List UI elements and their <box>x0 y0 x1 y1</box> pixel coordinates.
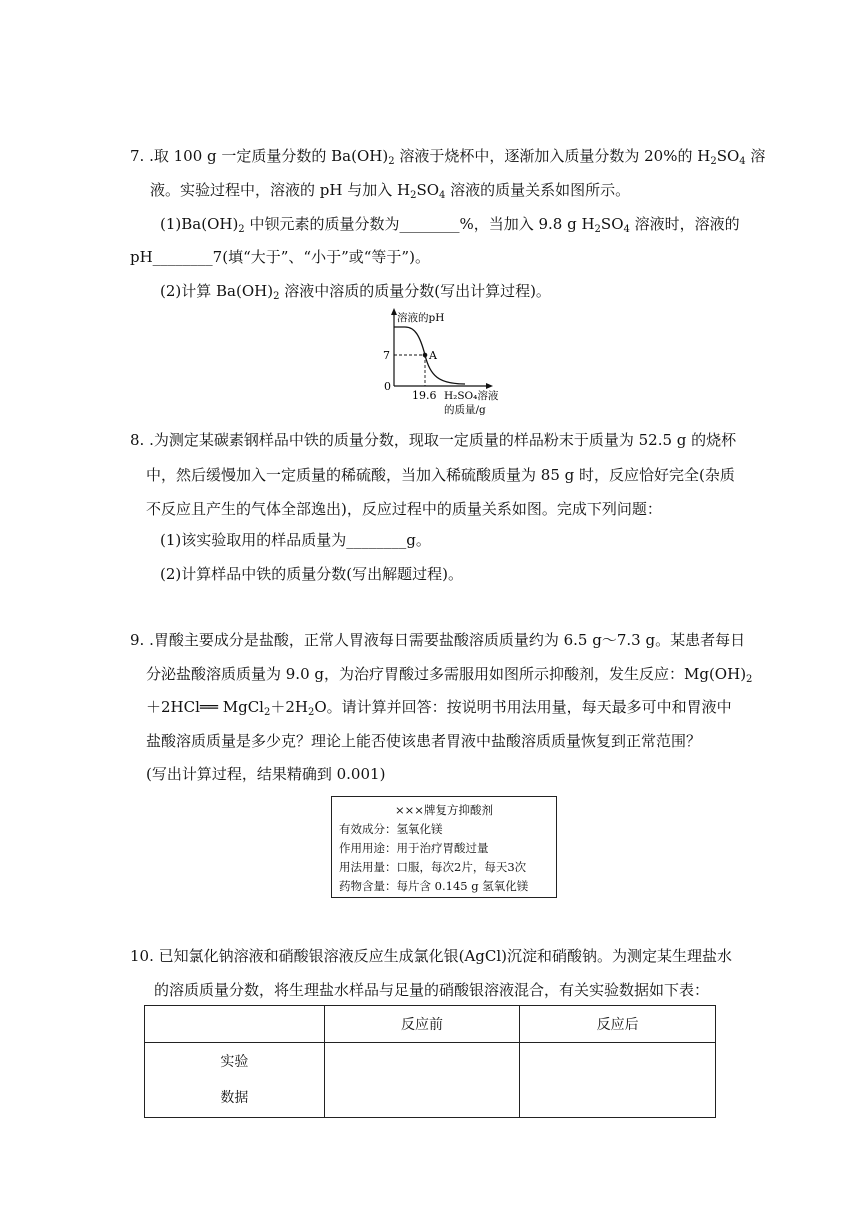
y-tick-7: 7 <box>383 349 390 362</box>
medicine-label-row-4: 药物含量：每片含 0.145 g 氢氧化镁 <box>339 879 529 893</box>
q7-line-2: 液。实验过程中，溶液的 pH 与加入 $H_2SO_4$ 溶液的质量关系如图所示。 <box>150 181 631 201</box>
medicine-label-row-3: 用法用量：口服，每次2片，每天3次 <box>339 860 527 874</box>
q7-line-3: $(1)Ba(OH)_2$ 中钡元素的质量分数为________%，当加入 9.8 g $H_2SO_4$ 溶液时，溶液的 <box>160 215 740 235</box>
q8-line-4: (1)该实验取用的样品质量为________g。 <box>160 531 431 549</box>
table-row-label: 实验 数据 <box>145 1043 325 1118</box>
experiment-data-table <box>144 1005 716 1118</box>
q8-line-2: 中，然后缓慢加入一定质量的稀硫酸，当加入稀硫酸质量为 85 g 时，反应恰好完全(杂质 <box>146 466 735 484</box>
x-tick-19-6: 19.6 <box>412 389 437 402</box>
q8-line-1: 8. .为测定某碳素钢样品中铁的质量分数，现取一定质量的样品粉末于质量为 52.5 g 的烧杯 <box>130 431 737 449</box>
q9-line-1: 9. .胃酸主要成分是盐酸，正常人胃液每日需要盐酸溶质质量约为 6.5 g～7.3 g。某患者每日 <box>130 631 746 649</box>
table-header-row <box>145 1006 716 1043</box>
table-header-after: 反应后 <box>520 1006 716 1043</box>
point-a <box>423 353 428 358</box>
table-header-empty <box>145 1006 325 1043</box>
q7-line-1: 7. .取 100 g 一定质量分数的 $Ba(OH)_2$ 溶液于烧杯中，逐渐加入质量分数为 20%的 $H_2SO_4$ 溶 <box>130 147 766 167</box>
ph-chart <box>365 306 505 418</box>
q10-line-1: 10. 已知氯化钠溶液和硝酸银溶液反应生成氯化银(AgCl)沉淀和硝酸钠。为测定某生理盐水 <box>130 947 733 965</box>
point-a-label: A <box>429 349 437 362</box>
medicine-label-row-1: 有效成分：氢氧化镁 <box>339 822 443 836</box>
q9-line-5: (写出计算过程，结果精确到 0.001) <box>146 765 386 783</box>
q9-line-3: ＋2HCl══ $MgCl_2+2H_2O$。请计算并回答：按说明书用法用量，每天最多可中和胃液中 <box>146 698 732 718</box>
medicine-label-row-2: 作用用途：用于治疗胃酸过量 <box>339 841 489 855</box>
x-axis-label-2: 的质量/g <box>444 404 486 416</box>
table-header-before: 反应前 <box>324 1006 520 1043</box>
x-axis-arrow <box>486 383 493 389</box>
table-cell-before <box>324 1043 520 1118</box>
y-tick-0: 0 <box>384 380 391 393</box>
y-axis-label: 溶液的pH <box>397 312 445 324</box>
q8-line-5: (2)计算样品中铁的质量分数(写出解题过程)。 <box>160 565 463 583</box>
q9-line-4: 盐酸溶质质量是多少克？理论上能否使该患者胃液中盐酸溶质质量恢复到正常范围？ <box>146 732 702 750</box>
q8-line-3: 不反应且产生的气体全部逸出)，反应过程中的质量关系如图。完成下列问题： <box>146 500 662 518</box>
q9-line-2: 分泌盐酸溶质质量为 9.0 g，为治疗胃酸过多需服用如图所示抑酸剂，发生反应：$Mg(OH)_2$ <box>146 665 753 685</box>
medicine-label-title: ×××牌复方抑酸剂 <box>395 803 493 817</box>
q10-line-2: 的溶质质量分数，将生理盐水样品与足量的硝酸银溶液混合，有关实验数据如下表： <box>154 981 710 999</box>
x-axis-label-1: H₂SO₄溶液 <box>444 390 499 402</box>
table-row <box>145 1043 716 1118</box>
medicine-label <box>331 796 557 898</box>
q7-line-5: (2)计算 $Ba(OH)_2$ 溶液中溶质的质量分数(写出计算过程)。 <box>160 282 551 302</box>
q7-line-4: pH________7(填“大于”、“小于”或“等于”)。 <box>130 248 430 266</box>
table-cell-after <box>520 1043 716 1118</box>
